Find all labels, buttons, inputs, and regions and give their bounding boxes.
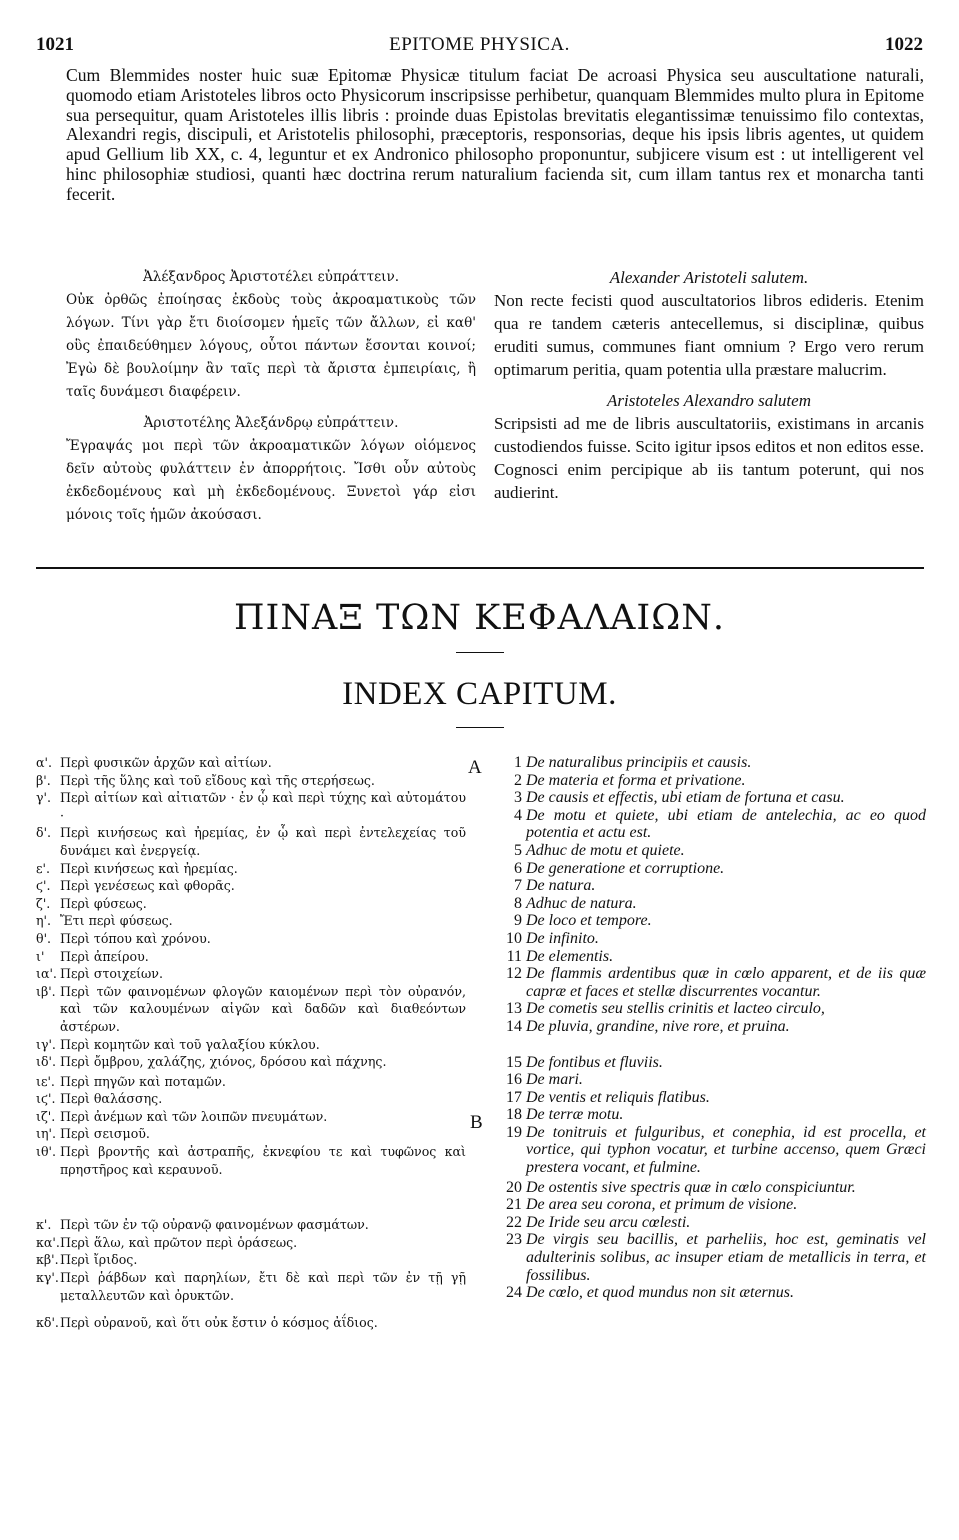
chapter-title: De fontibus et fluviis. (526, 1053, 663, 1071)
title-rule (456, 727, 504, 728)
chapter-title: De causis et effectis, ubi etiam de fortuna et casu. (526, 789, 845, 807)
chapter-title: Περὶ αἰτίων καὶ αἰτιατῶν · ἐν ᾧ καὶ περὶ τύχης καὶ αὐτομάτου · (60, 790, 466, 823)
latin-index-entry (496, 912, 926, 930)
chapter-title: Περὶ ἴριδος. (60, 1252, 138, 1268)
latin-letter-text: Scripsisti ad me de libris auscultatoriis, existimans in arcanis custodiendos fuisse. Scito igitur ipsos editos et non editos esse. Cognosci enim percipique ab iis tantum poterunt, qui nos audierint. (494, 414, 924, 502)
chapter-title: De generatione et corruptione. (526, 859, 725, 877)
greek-letter-heading: Ἀριστοτέλης Ἀλεξάνδρῳ εὐπράττειν. (143, 415, 399, 431)
chapter-title: De infinito. (526, 929, 599, 947)
chapter-number: 11 (506, 947, 522, 965)
chapter-title: Περὶ ἅλω, καὶ πρῶτον περὶ ὁράσεως. (60, 1234, 298, 1250)
chapter-number: γ'. (36, 790, 51, 806)
latin-letter (494, 266, 924, 381)
chapter-number: ιζ'. (36, 1108, 56, 1124)
greek-index-entry (36, 912, 466, 930)
chapter-number: κγ'. (36, 1270, 59, 1286)
chapter-title: De ventis et reliquis flatibus. (526, 1088, 710, 1106)
latin-index-entry (496, 860, 926, 878)
latin-index-entry (496, 1124, 926, 1177)
chapter-title: De materia et forma et privatione. (526, 771, 746, 789)
latin-letter (494, 389, 924, 504)
chapter-title: Περὶ κινήσεως καὶ ἠρεμίας, ἐν ᾧ καὶ περὶ ἐντελεχείας τοῦ δυνάμει καὶ ἐνεργείᾳ. (60, 825, 466, 858)
latin-index-entry (496, 965, 926, 1000)
latin-letter-heading: Aristoteles Alexandro salutem (607, 391, 811, 410)
chapter-number: α'. (36, 755, 52, 770)
greek-index-entry (36, 1234, 466, 1252)
chapter-number: 5 (514, 841, 522, 859)
latin-index-entry (496, 1018, 926, 1036)
latin-index-entry (496, 877, 926, 895)
greek-index-entry (36, 1143, 466, 1178)
greek-index-entry (36, 772, 466, 790)
chapter-title: Περὶ ἀνέμων καὶ τῶν λοιπῶν πνευμάτων. (60, 1108, 328, 1124)
greek-index-entry (36, 1108, 466, 1126)
chapter-title: Ἔτι περὶ φύσεως. (60, 913, 173, 929)
column-marker-b: B (470, 1112, 483, 1133)
latin-index-title: INDEX CAPITUM. (342, 676, 617, 712)
greek-letter-text: Ἔγραψάς μοι περὶ τῶν ἀκροαματικῶν λόγων οἰόμενος δεῖν αὐτοὺς φυλάττειν ἐν ἀπορρήτοις. Ἴσθι οὖν αὐτοὺς ἐκδεδομένους καὶ μὴ ἐκδεδομένους. Ξυνετοὶ γάρ εἰσι μόνοις τοῖς ἡμῶν ἀκούσασι. (66, 438, 476, 523)
chapter-number: 18 (506, 1106, 522, 1124)
greek-index-entry (36, 1269, 466, 1304)
greek-index-entry (36, 965, 466, 983)
chapter-title: De cœlo, et quod mundus non sit æternus. (526, 1284, 794, 1302)
chapter-title: Περὶ κομητῶν καὶ τοῦ γαλαξίου κύκλου. (60, 1036, 320, 1052)
chapter-number: ϛ'. (36, 878, 51, 894)
greek-index-entry (36, 1090, 466, 1108)
latin-index-entry (496, 895, 926, 913)
latin-index-entry (496, 772, 926, 790)
chapter-number: ιδ'. (36, 1054, 56, 1070)
chapter-title: Περὶ τόπου καὶ χρόνου. (60, 930, 211, 946)
chapter-number: δ'. (36, 825, 52, 841)
greek-letter (66, 412, 476, 527)
chapter-number: κβ'. (36, 1252, 59, 1268)
greek-index-entry (36, 1125, 466, 1143)
chapter-title: Περὶ ῥάβδων καὶ παρηλίων, ἔτι δὲ καὶ περὶ τῶν ἐν τῇ γῇ μεταλλευτῶν καὶ ὀρυκτῶν. (60, 1270, 466, 1303)
chapter-number: 12 (506, 965, 522, 983)
running-header (36, 34, 923, 56)
latin-index-entry (496, 789, 926, 807)
latin-index-entry (496, 1054, 926, 1072)
chapter-number: η'. (36, 913, 52, 929)
latin-index-entry (496, 930, 926, 948)
latin-index-entry (496, 1214, 926, 1232)
greek-index-entry (36, 1314, 466, 1332)
chapter-title: Περὶ φύσεως. (60, 895, 147, 911)
chapter-title: Περὶ φυσικῶν ἀρχῶν καὶ αἰτίων. (60, 755, 272, 770)
column-marker-a: A (468, 757, 482, 778)
greek-letter-text: Οὐκ ὀρθῶς ἐποίησας ἐκδοὺς τοὺς ἀκροαματικοὺς τῶν λόγων. Τίνι γὰρ ἔτι διοίσομεν ἡμεῖς τῶν ἄλλων, εἰ καθ' οὓς ἐπαιδεύθημεν λόγους, οὗτοι πάντων ἔσονται κοινοί; Ἐγὼ δὲ βουλοίμην ἂν ταῖς περὶ τὰ ἄριστα ἐμπειρίαις, ἢ ταῖς δυνάμεσι διαφέρειν. (66, 292, 476, 400)
chapter-number: 13 (506, 1000, 522, 1018)
chapter-title: De terræ motu. (526, 1106, 624, 1124)
greek-index-title: ΠΙΝΑΞ ΤΩΝ ΚΕΦΑΛΑΙΩΝ. (234, 598, 725, 638)
greek-index-entry (36, 754, 466, 772)
chapter-number: 14 (506, 1017, 522, 1035)
chapter-number: κ'. (36, 1217, 52, 1233)
chapter-title: De loco et tempore. (526, 912, 652, 930)
running-title: EPITOME PHYSICA. (389, 34, 570, 55)
chapter-title: De elementis. (526, 947, 614, 965)
greek-index-entry (36, 895, 466, 913)
chapter-number: ιθ'. (36, 1144, 56, 1160)
chapter-number: 22 (506, 1213, 522, 1231)
chapter-number: 20 (506, 1178, 522, 1196)
chapter-number: 21 (506, 1196, 522, 1214)
greek-index-entry (36, 877, 466, 895)
chapter-number: ζ'. (36, 895, 51, 911)
chapter-number: ε'. (36, 860, 50, 876)
greek-index-entry (36, 930, 466, 948)
chapter-number: β'. (36, 772, 51, 788)
chapter-title: Περὶ ὄμβρου, χαλάζης, χιόνος, δρόσου καὶ πάχνης. (60, 1054, 387, 1070)
greek-index-entry (36, 789, 466, 824)
chapter-title: Περὶ τῆς ὕλης καὶ τοῦ εἴδους καὶ τῆς στερήσεως. (60, 772, 375, 788)
chapter-title: Περὶ κινήσεως καὶ ἠρεμίας. (60, 860, 238, 876)
greek-index-entry (36, 948, 466, 966)
chapter-number: ιβ'. (36, 983, 56, 999)
chapter-title: De pluvia, grandine, nive rore, et pruina. (526, 1017, 790, 1035)
chapter-title: Περὶ θαλάσσης. (60, 1091, 163, 1107)
chapter-title: De ostentis sive spectris quæ in cœlo conspiciuntur. (526, 1178, 856, 1196)
greek-index-entry (36, 983, 466, 1036)
chapter-title: Περὶ ἀπείρου. (60, 948, 149, 964)
chapter-number: 24 (506, 1284, 522, 1302)
latin-index-entry (496, 1000, 926, 1018)
chapter-title: Περὶ πηγῶν καὶ ποταμῶν. (60, 1073, 226, 1089)
column-number-left: 1021 (36, 34, 74, 55)
chapter-number: θ'. (36, 930, 52, 946)
latin-index-entry (496, 842, 926, 860)
greek-letter-heading: Ἀλέξανδρος Ἀριστοτέλει εὐπράττειν. (142, 269, 400, 285)
latin-index-entry (496, 1106, 926, 1124)
chapter-title: De flammis ardentibus quæ in cœlo apparent, et de iis quæ capræ et faces et stellæ discurrentes vocantur. (526, 965, 926, 1000)
chapter-title: Adhuc de motu et quiete. (526, 841, 685, 859)
chapter-title: De area seu corona, et primum de visione. (526, 1196, 798, 1214)
chapter-number: ιε'. (36, 1073, 55, 1089)
chapter-number: 4 (514, 806, 522, 824)
latin-letter-heading: Alexander Aristoteli salutem. (609, 268, 809, 287)
chapter-number: κα'. (36, 1234, 60, 1250)
latin-index-column (496, 754, 926, 1302)
greek-letters-column (66, 266, 476, 535)
latin-index-entry (496, 807, 926, 842)
chapter-number: 17 (506, 1088, 522, 1106)
chapter-number: 1 (514, 754, 522, 771)
chapter-title: De mari. (526, 1071, 583, 1089)
greek-letter (66, 266, 476, 404)
latin-letter-text: Non recte fecisti quod auscultatorios libros edideris. Etenim qua re tandem cæteris antecellemus, si disciplinæ, quibus eruditi sumus, communes fiant omnium ? Ergo vero rerum optimarum peritia, quam potentia ulla præstare malucrim. (494, 291, 924, 379)
greek-index-entry (36, 1053, 466, 1071)
chapter-title: De motu et quiete, ubi etiam de antelechia, ac eo quod potentia et actu est. (526, 806, 926, 842)
chapter-number: ιγ'. (36, 1036, 56, 1052)
latin-index-entry (496, 1284, 926, 1302)
chapter-number: 8 (514, 894, 522, 912)
chapter-title: De natura. (526, 877, 596, 895)
greek-index-entry (36, 1073, 466, 1091)
latin-index-entry (496, 1231, 926, 1284)
chapter-number: 16 (506, 1071, 522, 1089)
chapter-title: Adhuc de natura. (526, 894, 637, 912)
latin-letters-column (494, 266, 924, 512)
chapter-number: 9 (514, 912, 522, 930)
chapter-number: 23 (506, 1231, 522, 1249)
chapter-number: 19 (506, 1123, 522, 1141)
chapter-title: Περὶ στοιχείων. (60, 966, 163, 982)
greek-index-column (36, 754, 466, 1332)
chapter-title: De cometis seu stellis crinitis et lacteo circulo, (526, 1000, 825, 1018)
chapter-number: 2 (514, 771, 522, 789)
greek-index-entry (36, 1036, 466, 1054)
latin-index-entry (496, 1071, 926, 1089)
chapter-title: Περὶ οὐρανοῦ, καὶ ὅτι οὐκ ἔστιν ὁ κόσμος ἀΐδιος. (60, 1315, 378, 1331)
chapter-number: ι' (36, 948, 45, 964)
latin-index-entry (496, 1196, 926, 1214)
chapter-number: ια'. (36, 966, 57, 982)
chapter-number: ιϛ'. (36, 1091, 56, 1107)
latin-index-entry (496, 948, 926, 966)
chapter-title: Περὶ βροντῆς καὶ ἀστραπῆς, ἐκνεφίου τε καὶ τυφῶνος καὶ πρηστῆρος καὶ κεραυνοῦ. (60, 1144, 466, 1177)
chapter-title: De naturalibus principiis et causis. (526, 754, 752, 771)
chapter-title: Περὶ σεισμοῦ. (60, 1126, 150, 1142)
title-rule (456, 652, 504, 653)
greek-index-entry (36, 1216, 466, 1234)
chapter-title: De virgis seu bacillis, et parheliis, hoc est, geminatis vel adulterinis solibus, ac insuper etiam de metallicis in terra, et fossilibus. (526, 1231, 926, 1284)
chapter-number: 3 (514, 789, 522, 807)
greek-index-entry (36, 1251, 466, 1269)
latin-index-entry (496, 754, 926, 772)
chapter-title: Περὶ τῶν ἐν τῷ οὐρανῷ φαινομένων φασμάτων. (60, 1217, 369, 1233)
chapter-number: 10 (506, 929, 522, 947)
chapter-number: 6 (514, 859, 522, 877)
chapter-title: De Iride seu arcu cœlesti. (526, 1213, 691, 1231)
section-divider (36, 567, 924, 569)
chapter-number: 15 (506, 1053, 522, 1071)
chapter-title: Περὶ γενέσεως καὶ φθορᾶς. (60, 878, 235, 894)
greek-index-entry (36, 860, 466, 878)
chapter-title: Περὶ τῶν φαινομένων φλογῶν καιομένων περὶ τὸν οὐρανόν, καὶ τῶν καλουμένων αἰγῶν καὶ δαδῶν καὶ διαθεόντων ἀστέρων. (60, 983, 466, 1034)
column-number-right: 1022 (885, 34, 923, 55)
greek-index-entry (36, 824, 466, 859)
chapter-number: ιη'. (36, 1126, 56, 1142)
chapter-number: 7 (514, 877, 522, 895)
chapter-title: De tonitruis et fulguribus, et conephia, id est procella, et vortice, qui typhon vocatur, et turbine accenso, quem Græci prestera vocant, et fulmine. (526, 1123, 926, 1177)
latin-index-entry (496, 1089, 926, 1107)
intro-paragraph: Cum Blemmides noster huic suæ Epitomæ Physicæ titulum faciat De acroasi Physica seu auscultatione naturali, quomodo etiam Aristoteles libros octo Physicorum inscripsisse perhibetur, quanquam Blemmides multo plura in Epitome sua persequitur, quam Aristoteles illis libris : proinde duas Epistolas brevitatis elegantissimæ tenuissimo filo contextas, Alexandri regis, discipuli, et Aristotelis philosophi, præceptoris, responsorias, deque his ipsis libris agentes, ut quidem apud Gellium lib XX, c. 4, leguntur et ex Andronico philosopho proponuntur, subjicere visum est : ut intelligerent vel hinc philosophiæ studiosi, quanti hæc doctrina rerum naturalium facienda sit, cum illam tantus rex et monarcha tanti fecerit. (66, 65, 924, 204)
chapter-number: κδ'. (36, 1315, 59, 1331)
latin-index-entry (496, 1179, 926, 1197)
